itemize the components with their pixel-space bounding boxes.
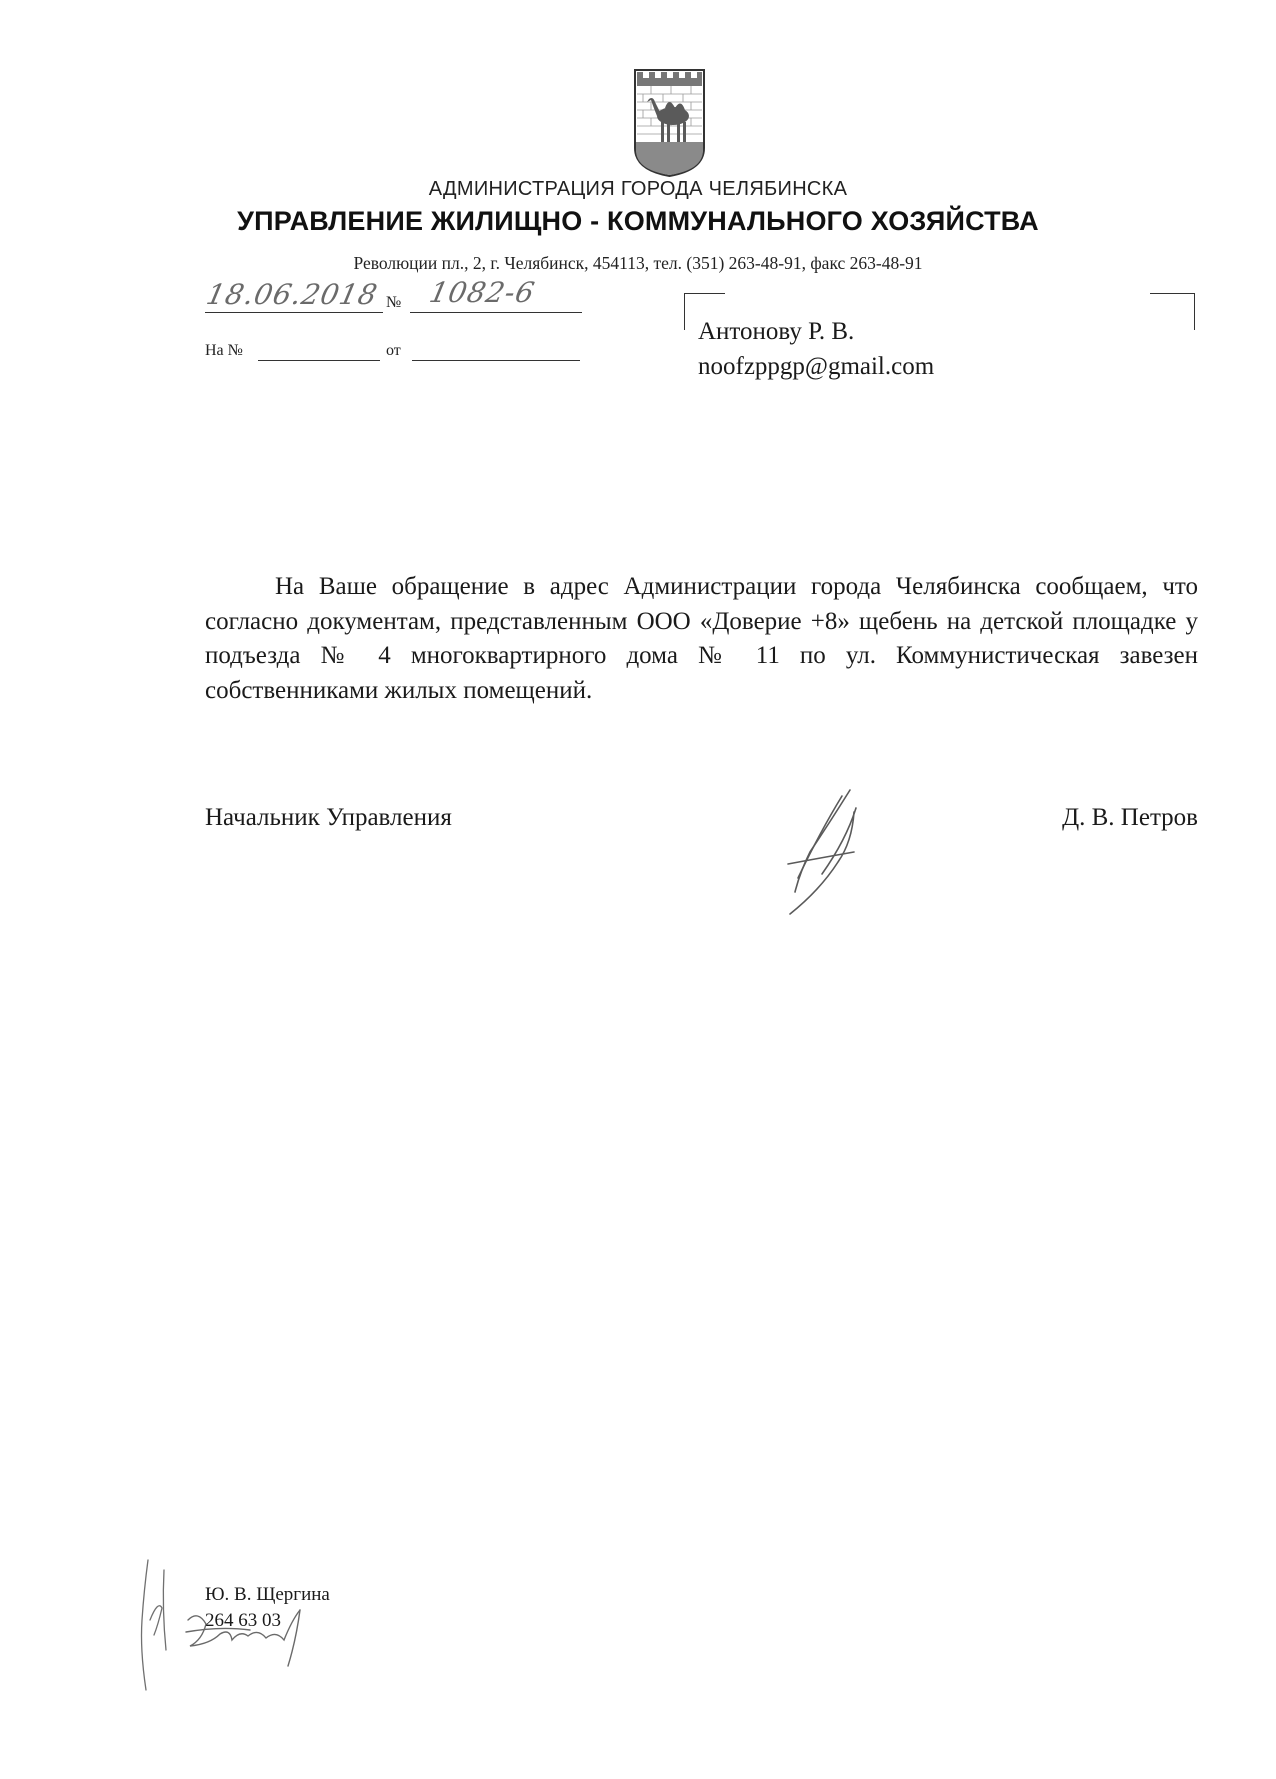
date-line — [205, 312, 383, 313]
addressee-email: noofzppgp@gmail.com — [698, 353, 935, 380]
addressee-corner-right — [1150, 293, 1195, 330]
handwritten-signature-icon — [780, 782, 920, 922]
reply-date-line — [412, 360, 580, 361]
addressee-name: Антонову Р. В. — [698, 318, 855, 345]
signer-name: Д. В. Петров — [1062, 804, 1198, 831]
reply-number-line — [258, 360, 380, 361]
organization-name: АДМИНИСТРАЦИЯ ГОРОДА ЧЕЛЯБИНСКА — [428, 178, 848, 200]
addressee — [698, 314, 934, 384]
executor-name: Ю. В. Щергина — [205, 1584, 330, 1605]
department-address: Революции пл., 2, г. Челябинск, 454113, тел. (351) 263-48-91, факс 263-48-91 — [353, 253, 923, 273]
registration-date: 18.06.2018 — [203, 278, 381, 311]
initials-mark-icon — [128, 1550, 178, 1700]
body-paragraph: На Ваше обращение в адрес Администрации города Челябинска сообщаем, что согласно документам, представленным ООО «Доверие +8» щебень на детской площадке у подъезда № 4 многоквартирного дома № 11 по ул. Коммунистическая завезен собственниками жилых помещений. — [205, 573, 1198, 704]
reply-number-label: На № — [205, 342, 243, 359]
executor-phone: 264 63 03 — [205, 1610, 281, 1631]
number-label: № — [386, 294, 402, 311]
coat-of-arms-icon — [631, 66, 708, 178]
executor-signature-icon — [180, 1600, 340, 1670]
signer-position: Начальник Управления — [205, 804, 452, 831]
number-line — [410, 312, 582, 313]
letter-body — [205, 570, 1198, 708]
registration-number: 1082-6 — [426, 276, 539, 309]
department-name: УПРАВЛЕНИЕ ЖИЛИЩНО - КОММУНАЛЬНОГО ХОЗЯЙСТВА — [237, 206, 1039, 236]
reply-from-label: от — [386, 342, 401, 359]
